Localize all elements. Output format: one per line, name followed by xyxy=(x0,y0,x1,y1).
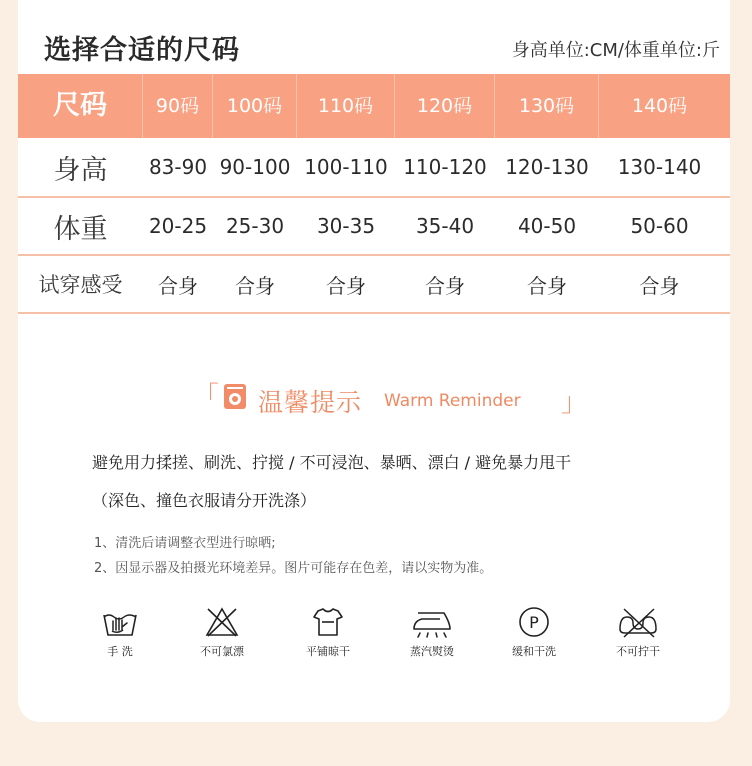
care-label: 平铺晾干 xyxy=(306,645,350,658)
dry-clean-p-icon xyxy=(514,605,554,639)
header-cell: 尺码 xyxy=(18,74,143,138)
steam-iron-icon xyxy=(410,605,454,639)
header xyxy=(18,0,730,72)
reminder-title-en: Warm Reminder xyxy=(384,391,521,411)
table-cell: 20-25 xyxy=(148,214,208,238)
table-row-height xyxy=(18,138,730,198)
no-wring-icon xyxy=(616,605,660,639)
care-label: 蒸汽熨烫 xyxy=(410,645,454,658)
table-cell: 合身 xyxy=(639,273,680,298)
bracket-close: 」 xyxy=(561,388,588,418)
table-cell: 合身 xyxy=(235,273,275,298)
svg-text:P: P xyxy=(529,613,539,632)
header-cell: 120码 xyxy=(395,74,495,138)
header-cell: 90码 xyxy=(143,74,213,138)
table-row-weight xyxy=(18,198,730,256)
care-steam-iron xyxy=(392,605,472,659)
care-label: 不可拧干 xyxy=(616,645,660,658)
no-bleach-icon xyxy=(202,605,242,639)
size-guide-card xyxy=(18,0,730,722)
note-item: 1、清洗后请调整衣型进行晾晒; xyxy=(94,536,276,551)
table-cell: 130-140 xyxy=(617,155,702,179)
table-cell: 40-50 xyxy=(517,214,577,238)
header-cell: 140码 xyxy=(631,95,688,117)
table-cell: 合身 xyxy=(527,273,567,298)
table-cell: 110-120 xyxy=(403,155,487,179)
table-cell: 合身 xyxy=(326,273,366,298)
table-cell: 25-30 xyxy=(225,214,285,238)
reminder-title-cn: 温馨提示 xyxy=(258,388,363,417)
care-label: 不可氯漂 xyxy=(200,645,244,658)
bracket-open: 「 xyxy=(193,382,220,412)
care-dry-flat xyxy=(288,605,368,659)
page-title: 选择合适的尺码 xyxy=(44,35,240,66)
washing-machine-icon xyxy=(224,384,246,409)
table-cell: 83-90 xyxy=(148,155,208,179)
care-label: 手 洗 xyxy=(107,645,133,658)
table-cell: 90-100 xyxy=(219,155,291,179)
table-cell: 35-40 xyxy=(415,214,475,238)
care-dry-clean xyxy=(494,605,574,659)
table-cell: 合身 xyxy=(158,273,198,298)
reminder-title xyxy=(18,376,730,426)
care-no-wring xyxy=(598,605,678,659)
table-cell: 50-60 xyxy=(630,214,689,238)
table-row-fit xyxy=(18,256,730,314)
table-cell: 120-130 xyxy=(505,155,589,179)
header-cell: 110码 xyxy=(297,74,395,138)
size-table-header-row xyxy=(18,74,730,138)
size-table xyxy=(18,74,730,314)
care-instruction-line: 避免用力揉搓、刷洗、拧搅 / 不可浸泡、暴晒、漂白 / 避免暴力甩干 xyxy=(92,453,572,472)
care-no-bleach xyxy=(182,605,262,659)
table-cell: 100-110 xyxy=(304,155,388,179)
note-item: 2、因显示器及拍摄光环境差异。图片可能存在色差，请以实物为准。 xyxy=(94,561,493,576)
hand-wash-icon xyxy=(100,605,140,639)
header-cell: 100码 xyxy=(213,74,297,138)
row-label: 身高 xyxy=(53,154,108,186)
table-cell: 30-35 xyxy=(316,214,376,238)
dry-flat-icon xyxy=(308,605,348,639)
care-instruction-note: （深色、撞色衣服请分开洗涤） xyxy=(92,491,317,510)
care-hand-wash xyxy=(80,605,160,659)
table-cell: 合身 xyxy=(425,273,465,298)
unit-note: 身高单位:CM/体重单位:斤 xyxy=(511,40,720,61)
header-cell: 130码 xyxy=(495,74,599,138)
row-label: 体重 xyxy=(53,213,108,245)
row-label: 试穿感受 xyxy=(38,273,123,297)
care-label: 缓和干洗 xyxy=(512,645,556,658)
